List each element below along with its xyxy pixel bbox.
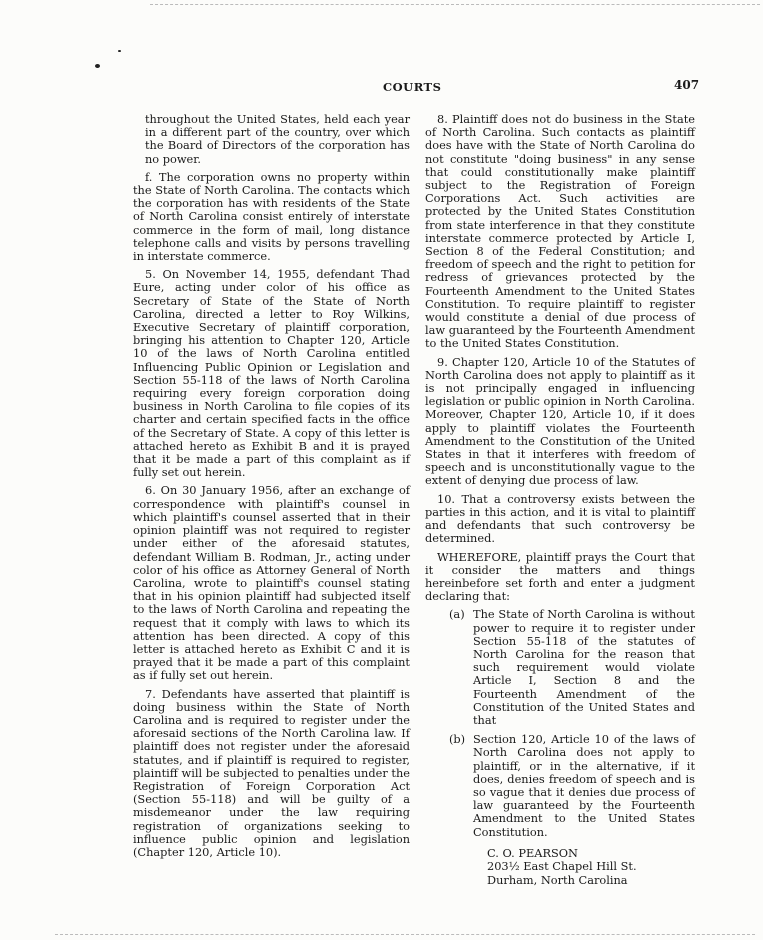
- scan-speck: [118, 50, 121, 52]
- top-dashed-rule: [150, 4, 760, 5]
- address-line-2: Durham, North Carolina: [487, 872, 628, 887]
- paragraph-6: 6. On 30 January 1956, after an exchange of correspondence with plaintiff's counsel in which plaintiff's counsel asserted that in their opinion plaintiff was not required to register under either of the aforesaid statutes, defendant William B. Rodman, Jr., acting under color of his office as Attorney General of North Carolina, wrote to plaintiff's counsel stating that in his opinion plaintiff had subjected itself to the laws of North Carolina and repeating the request that it comply with laws to which its attention has been directed. A copy of this letter is attached hereto as Exhibit C and it is prayed that it be made a part of this complaint as if fully set out herein.: [133, 483, 410, 683]
- paragraph-5: 5. On November 14, 1955, defendant Thad Eure, acting under color of his office as Secretary of State of the State of North Carolina, directed a letter to Roy Wilkins, Executive Secretary of plaintiff corporation, bringing his attention to Chapter 120, Article 10 of the laws of North Carolina entitled Influencing Public Opinion or Legislation and Section 55-118 of the laws of North Carolina requiring every foreign corporation doing business in North Carolina to file copies of its charter and certain specified facts in the office of the Secretary of State. A copy of this letter is attached hereto as Exhibit B and it is prayed that it be made a part of this complaint as if fully set out herein.: [133, 267, 410, 480]
- prayer-item-a: [449, 608, 695, 727]
- right-column: [425, 113, 695, 887]
- paragraph-wherefore: WHEREFORE, plaintiff prays the Court that it consider the matters and things hereinbefore set forth and enter a judgment declaring that:: [425, 549, 695, 604]
- paragraph-continuation: throughout the United States, held each year in a different part of the country, over which the Board of Directors of the corporation has no power.: [145, 112, 410, 166]
- paragraph-10: 10. That a controversy exists between the parties in this action, and it is vital to plaintiff and defendants that such controversy be determined.: [425, 491, 695, 546]
- paragraph-8: 8. Plaintiff does not do business in the State of North Carolina. Such contacts as plaintiff does have with the State of North Carolina do not constitute "doing business" in any sense that could constitutionally make plaintiff subject to the Registration of Foreign Corporations Act. Such activities are protected by the United States Constitution from state interference in that they constitute interstate commerce protected by Article I, Section 8 of the Federal Constitution; and freedom of speech and the right to petition for redress of grievances protected by the Fourteenth Amendment to the United States Constitution. To require plaintiff to register would constitute a denial of due process of law guaranteed by the Fourteenth Amendment to the United States Constitution.: [425, 112, 695, 351]
- scan-speck: [95, 64, 100, 68]
- page-number: 407: [674, 78, 700, 92]
- list-item-text: Section 120, Article 10 of the laws of North Carolina does not apply to plaintiff, or in the alternative, if it does, denies freedom of speech and is so vague that it denies due process of law guaranteed by the Fourteenth Amendment to the United States Constitution.: [473, 732, 695, 839]
- address-line-1: 203½ East Chapel Hill St.: [487, 859, 637, 874]
- paragraph-f: f. The corporation owns no property within the State of North Carolina. The contacts which the corporation has with residents of the State of North Carolina consist entirely of interstate commerce in the form of mail, long distance telephone calls and visits by persons travelling in interstate commerce.: [133, 169, 410, 264]
- signature-block: [487, 847, 695, 888]
- prayer-item-b: [449, 733, 695, 839]
- list-item-label: (b): [449, 732, 466, 747]
- list-item-label: (a): [449, 607, 465, 622]
- paragraph-9: 9. Chapter 120, Article 10 of the Statutes of North Carolina does not apply to plaintiff as it is not principally engaged in influencing legislation or public opinion in North Carolina. Moreover, Chapter 120, Article 10, if it does apply to plaintiff violates the Fourteenth Amendment to the Constitution of the United States in that it interferes with freedom of speech and is unconstitutionally vague to the extent of denying due process of law.: [425, 354, 695, 488]
- running-header-title: COURTS: [383, 80, 442, 94]
- paragraph-7: 7. Defendants have asserted that plaintiff is doing business within the State of North Carolina and is required to register under the aforesaid sections of the North Carolina law. If plaintiff does not register under the aforesaid statutes, and if plaintiff is required to register, plaintiff will be subjected to penalties under the Registration of Foreign Corporation Act (Section 55-118) and will be guilty of a misdemeanor under the law requiring registration of organizations seeking to influence public opinion and legislation (Chapter 120, Article 10).: [133, 686, 410, 859]
- signatory-name: C. O. PEARSON: [487, 845, 578, 860]
- list-item-text: The State of North Carolina is without power to require it to register under Section 55-118 of the statutes of North Carolina for the reason that such requirement would violate Article I, Section 8 and the Fourteenth Amendment of the Constitution of the United States and that: [473, 607, 695, 727]
- left-column: [133, 113, 410, 864]
- bottom-dashed-rule: [55, 934, 755, 935]
